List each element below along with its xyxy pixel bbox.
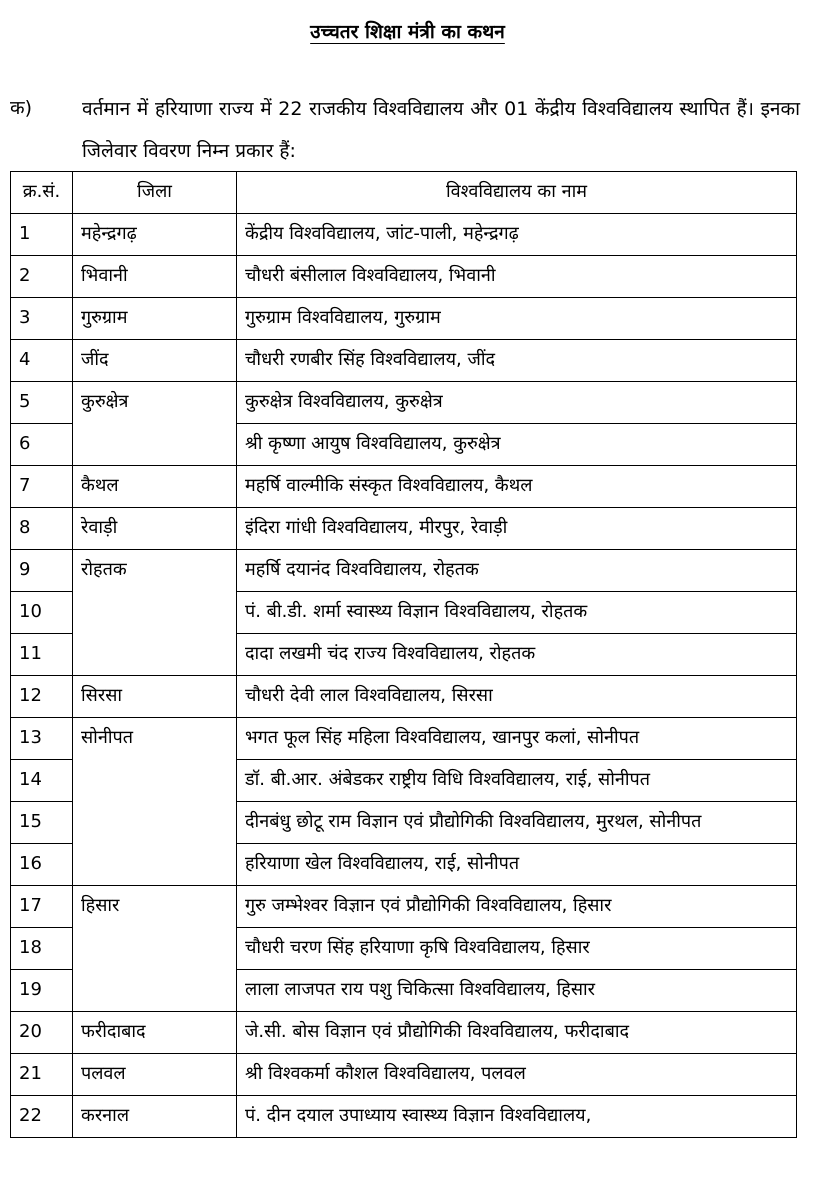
serial-number: 17 xyxy=(11,886,73,928)
table-row xyxy=(11,718,797,760)
university-name: पं. दीन दयाल उपाध्याय स्वास्थ्य विज्ञान विश्वविद्यालय, xyxy=(237,1096,797,1138)
district-cell: सोनीपत xyxy=(73,718,237,886)
district-cell: सिरसा xyxy=(73,676,237,718)
university-name: दीनबंधु छोटू राम विज्ञान एवं प्रौद्योगिकी विश्वविद्यालय, मुरथल, सोनीपत xyxy=(237,802,797,844)
district-cell: गुरुग्राम xyxy=(73,298,237,340)
serial-number: 9 xyxy=(11,550,73,592)
table-row xyxy=(11,1096,797,1138)
serial-number: 14 xyxy=(11,760,73,802)
table-row xyxy=(11,382,797,424)
university-name: केंद्रीय विश्वविद्यालय, जांट-पाली, महेन्द्रगढ़ xyxy=(237,214,797,256)
university-name: डॉ. बी.आर. अंबेडकर राष्ट्रीय विधि विश्वविद्यालय, राई, सोनीपत xyxy=(237,760,797,802)
district-cell: भिवानी xyxy=(73,256,237,298)
university-name: हरियाणा खेल विश्वविद्यालय, राई, सोनीपत xyxy=(237,844,797,886)
district-cell: हिसार xyxy=(73,886,237,1012)
serial-number: 3 xyxy=(11,298,73,340)
paragraph-marker: क) xyxy=(10,97,33,119)
table-row xyxy=(11,256,797,298)
serial-number: 18 xyxy=(11,928,73,970)
page-title: उच्चतर शिक्षा मंत्री का कथन xyxy=(310,21,505,43)
table-row xyxy=(11,1054,797,1096)
serial-number: 19 xyxy=(11,970,73,1012)
university-name: चौधरी चरण सिंह हरियाणा कृषि विश्वविद्यालय, हिसार xyxy=(237,928,797,970)
district-cell: जींद xyxy=(73,340,237,382)
university-name: दादा लखमी चंद राज्य विश्वविद्यालय, रोहतक xyxy=(237,634,797,676)
table-row xyxy=(11,1012,797,1054)
district-cell: करनाल xyxy=(73,1096,237,1138)
district-cell: कैथल xyxy=(73,466,237,508)
table-row xyxy=(11,466,797,508)
table-header-row xyxy=(11,172,797,214)
serial-number: 15 xyxy=(11,802,73,844)
table-row xyxy=(11,214,797,256)
header-district: जिला xyxy=(73,172,237,214)
district-cell: कुरुक्षेत्र xyxy=(73,382,237,466)
district-cell: रेवाड़ी xyxy=(73,508,237,550)
university-name: श्री कृष्णा आयुष विश्वविद्यालय, कुरुक्षेत्र xyxy=(237,424,797,466)
university-name: इंदिरा गांधी विश्वविद्यालय, मीरपुर, रेवाड़ी xyxy=(237,508,797,550)
table-row xyxy=(11,340,797,382)
university-name: लाला लाजपत राय पशु चिकित्सा विश्वविद्यालय, हिसार xyxy=(237,970,797,1012)
university-name: कुरुक्षेत्र विश्वविद्यालय, कुरुक्षेत्र xyxy=(237,382,797,424)
university-table xyxy=(10,171,797,1138)
district-cell: रोहतक xyxy=(73,550,237,676)
serial-number: 16 xyxy=(11,844,73,886)
serial-number: 6 xyxy=(11,424,73,466)
serial-number: 4 xyxy=(11,340,73,382)
table-row xyxy=(11,886,797,928)
table-row xyxy=(11,298,797,340)
table-row xyxy=(11,508,797,550)
serial-number: 11 xyxy=(11,634,73,676)
serial-number: 12 xyxy=(11,676,73,718)
serial-number: 20 xyxy=(11,1012,73,1054)
university-name: महर्षि दयानंद विश्वविद्यालय, रोहतक xyxy=(237,550,797,592)
district-cell: पलवल xyxy=(73,1054,237,1096)
university-name: पं. बी.डी. शर्मा स्वास्थ्य विज्ञान विश्वविद्यालय, रोहतक xyxy=(237,592,797,634)
university-name: भगत फूल सिंह महिला विश्वविद्यालय, खानपुर कलां, सोनीपत xyxy=(237,718,797,760)
header-university-name: विश्वविद्यालय का नाम xyxy=(237,172,797,214)
serial-number: 1 xyxy=(11,214,73,256)
serial-number: 21 xyxy=(11,1054,73,1096)
serial-number: 22 xyxy=(11,1096,73,1138)
serial-number: 10 xyxy=(11,592,73,634)
table-row xyxy=(11,550,797,592)
serial-number: 5 xyxy=(11,382,73,424)
serial-number: 13 xyxy=(11,718,73,760)
serial-number: 8 xyxy=(11,508,73,550)
university-name: श्री विश्वकर्मा कौशल विश्वविद्यालय, पलवल xyxy=(237,1054,797,1096)
table-row xyxy=(11,676,797,718)
university-name: जे.सी. बोस विज्ञान एवं प्रौद्योगिकी विश्वविद्यालय, फरीदाबाद xyxy=(237,1012,797,1054)
university-name: चौधरी देवी लाल विश्वविद्यालय, सिरसा xyxy=(237,676,797,718)
university-name: चौधरी रणबीर सिंह विश्वविद्यालय, जींद xyxy=(237,340,797,382)
district-cell: महेन्द्रगढ़ xyxy=(73,214,237,256)
university-name: गुरुग्राम विश्वविद्यालय, गुरुग्राम xyxy=(237,298,797,340)
university-name: गुरु जम्भेश्वर विज्ञान एवं प्रौद्योगिकी विश्वविद्यालय, हिसार xyxy=(237,886,797,928)
serial-number: 7 xyxy=(11,466,73,508)
university-name: महर्षि वाल्मीकि संस्कृत विश्वविद्यालय, कैथल xyxy=(237,466,797,508)
district-cell: फरीदाबाद xyxy=(73,1012,237,1054)
intro-paragraph: वर्तमान में हरियाणा राज्य में 22 राजकीय विश्वविद्यालय और 01 केंद्रीय विश्वविद्यालय स्थापित हैं। इनका जिलेवार विवरण निम्न प्रकार हैं: xyxy=(82,98,800,162)
header-serial: क्र.सं. xyxy=(11,172,73,214)
university-name: चौधरी बंसीलाल विश्वविद्यालय, भिवानी xyxy=(237,256,797,298)
serial-number: 2 xyxy=(11,256,73,298)
